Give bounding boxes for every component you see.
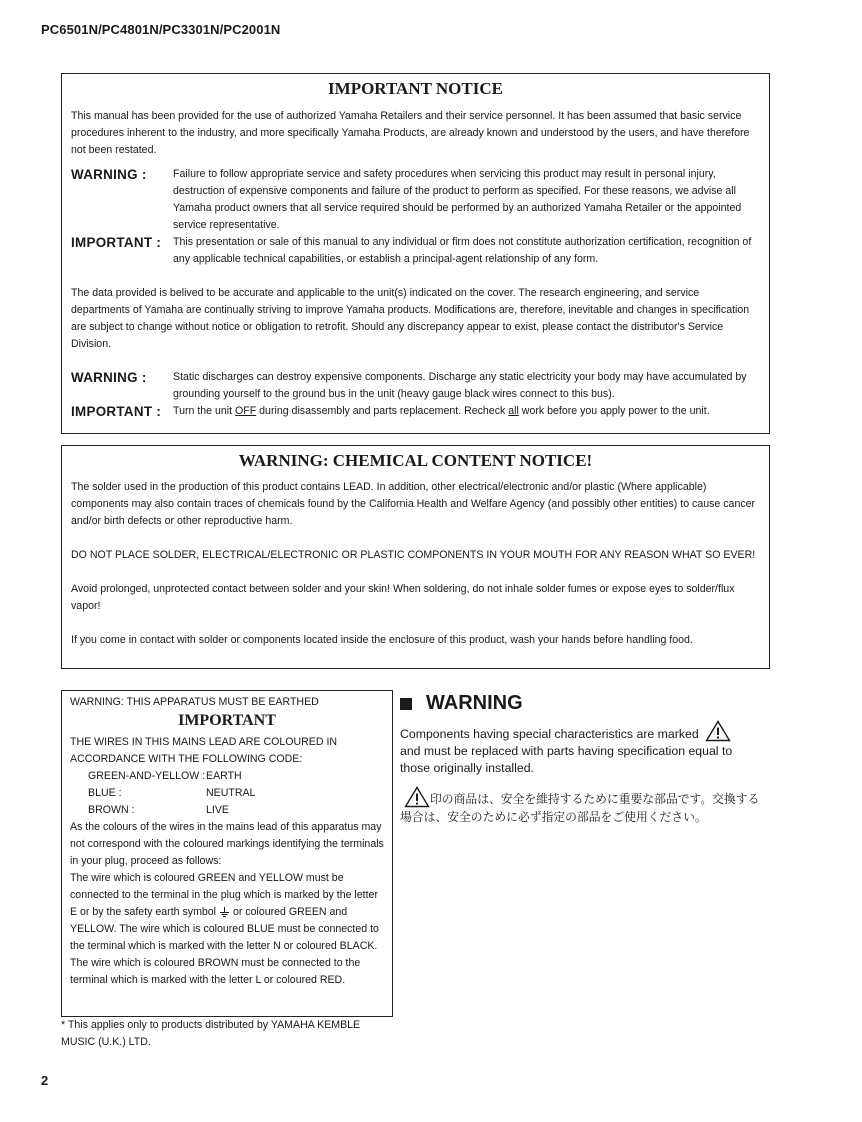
important-text-pre: Turn the unit (173, 405, 236, 417)
wire-meaning: EARTH (206, 770, 242, 782)
warning-body-post: and must be replaced with parts having specification equal to those originally installed. (400, 744, 733, 775)
japanese-warning (400, 790, 764, 826)
page-number: 2 (41, 1073, 49, 1088)
warning-body (400, 726, 752, 777)
earthed-top-line: WARNING: THIS APPARATUS MUST BE EARTHED (70, 696, 319, 708)
warning-text: Static discharges can destroy expensive components. Discharge any static electricity your body may have accumulated by grounding yourself to the ground bus in the unit (heavy gauge black wires connect to this bus). (173, 371, 747, 400)
chemical-paragraph-4: If you come in contact with solder or components located inside the enclosure of this product, wash your hands before handling food. (71, 634, 693, 646)
chemical-notice-box (61, 445, 770, 669)
chemical-notice-title: WARNING: CHEMICAL CONTENT NOTICE! (238, 451, 593, 470)
important-notice-box (61, 73, 770, 434)
model-header: PC6501N/PC4801N/PC3301N/PC2001N (41, 22, 281, 37)
warning-label: WARNING : (71, 370, 147, 385)
chemical-paragraph-1: The solder used in the production of this product contains LEAD. In addition, other electrical/electronic and/or plastic (Where applicable) components may also contain traces of chemicals found by the California Health and Welfare Agency (and possibly other entities) to cause cancer and/or birth defects or other reproductive harm. (71, 481, 756, 527)
earthed-body-2-post: or coloured GREEN and YELLOW. The wire which is coloured BLUE must be connected to the terminal which is marked with the letter N or coloured BLACK. (70, 906, 379, 952)
warning-body-pre: Components having special characteristics are marked (400, 727, 699, 741)
warning-heading-text: WARNING (426, 692, 523, 714)
off-word: OFF (235, 405, 257, 417)
important-text-mid: during disassembly and parts replacement. Recheck (256, 405, 509, 417)
chemical-paragraph-3: Avoid prolonged, unprotected contact between solder and your skin! When soldering, do not inhale solder fumes or expose eyes to solder/flux vapor! (71, 583, 735, 612)
wire-code-row (70, 785, 384, 802)
earthed-body-2 (70, 870, 384, 955)
earthed-intro: THE WIRES IN THIS MAINS LEAD ARE COLOURED IN ACCORDANCE WITH THE FOLLOWING CODE: (70, 736, 338, 765)
japanese-warning-text: 印の商品は、安全を維持するために重要な部品です。交換する場合は、安全のために必ず指定の部品をご使用ください。 (400, 792, 760, 824)
caution-triangle-icon (404, 786, 430, 808)
warning-label: WARNING : (71, 167, 147, 182)
earthed-important-title: IMPORTANT (178, 712, 276, 729)
wire-colour: BROWN : (88, 804, 135, 816)
wire-colour: GREEN-AND-YELLOW : (88, 770, 206, 782)
warning-row-2 (71, 369, 760, 403)
important-notice-intro: This manual has been provided for the use of authorized Yamaha Retailers and their service personnel. It has been assumed that basic service procedures inherent to the industry, and more specifically Yamaha Products, are already known and understood by the users, and have therefore not been restated. (71, 110, 750, 156)
important-text (173, 403, 760, 420)
wire-meaning: NEUTRAL (206, 787, 256, 799)
wire-colour: BLUE : (88, 787, 122, 799)
warning-heading (400, 692, 772, 715)
important-label: IMPORTANT : (71, 404, 162, 419)
all-word: all (508, 405, 519, 417)
warning-section (400, 692, 772, 826)
earthed-body-3: The wire which is coloured BROWN must be connected to the terminal which is marked with the letter L or coloured RED. (70, 957, 361, 986)
earthed-warning-box (61, 690, 393, 1017)
caution-triangle-icon (705, 720, 731, 742)
wire-meaning: LIVE (206, 804, 229, 816)
important-label: IMPORTANT : (71, 235, 162, 250)
important-text: This presentation or sale of this manual to any individual or firm does not constitute authorization certification, recognition of any applicable technical capabilities, or establish a principal-agent relationship of any form. (173, 236, 752, 265)
earthed-body-1: As the colours of the wires in the mains lead of this apparatus may not correspond with the coloured markings identifying the terminals in your plug, proceed as follows: (70, 821, 384, 867)
earth-ground-icon (219, 907, 230, 918)
chemical-paragraph-2: DO NOT PLACE SOLDER, ELECTRICAL/ELECTRONIC OR PLASTIC COMPONENTS IN YOUR MOUTH FOR ANY REASON WHAT SO EVER! (71, 549, 756, 561)
wire-code-row (70, 768, 384, 785)
important-text-post: work before you apply power to the unit. (518, 405, 710, 417)
warning-text: Failure to follow appropriate service and safety procedures when servicing this product may result in personal injury, destruction of expensive components and failure of the product to perform as specified. For these reasons, we advise all Yamaha product owners that all service required should be performed by an authorized Yamaha Retailer or the appointed service representative. (173, 168, 742, 231)
important-row-2 (71, 403, 760, 420)
warning-row-1 (71, 166, 760, 234)
earthed-body-2-pre: The wire which is coloured GREEN and YELLOW must be connected to the terminal in the plug which is marked by the letter E or by the safety earth symbol (70, 872, 378, 918)
important-notice-title: IMPORTANT NOTICE (328, 79, 503, 98)
square-bullet-icon (400, 698, 412, 710)
data-paragraph: The data provided is belived to be accurate and applicable to the unit(s) indicated on the cover. The research engineering, and service departments of Yamaha are continually striving to improve Yamaha products. Modifications are, therefore, inevitable and changes in specification are subject to change without notice or obligation to retrofit. Should any discrepancy appear to exist, please contact the distributor's Service Division. (71, 287, 750, 350)
earthed-footnote: * This applies only to products distributed by YAMAHA KEMBLE MUSIC (U.K.) LTD. (61, 1019, 361, 1048)
important-row-1 (71, 234, 760, 268)
wire-code-row (70, 802, 384, 819)
